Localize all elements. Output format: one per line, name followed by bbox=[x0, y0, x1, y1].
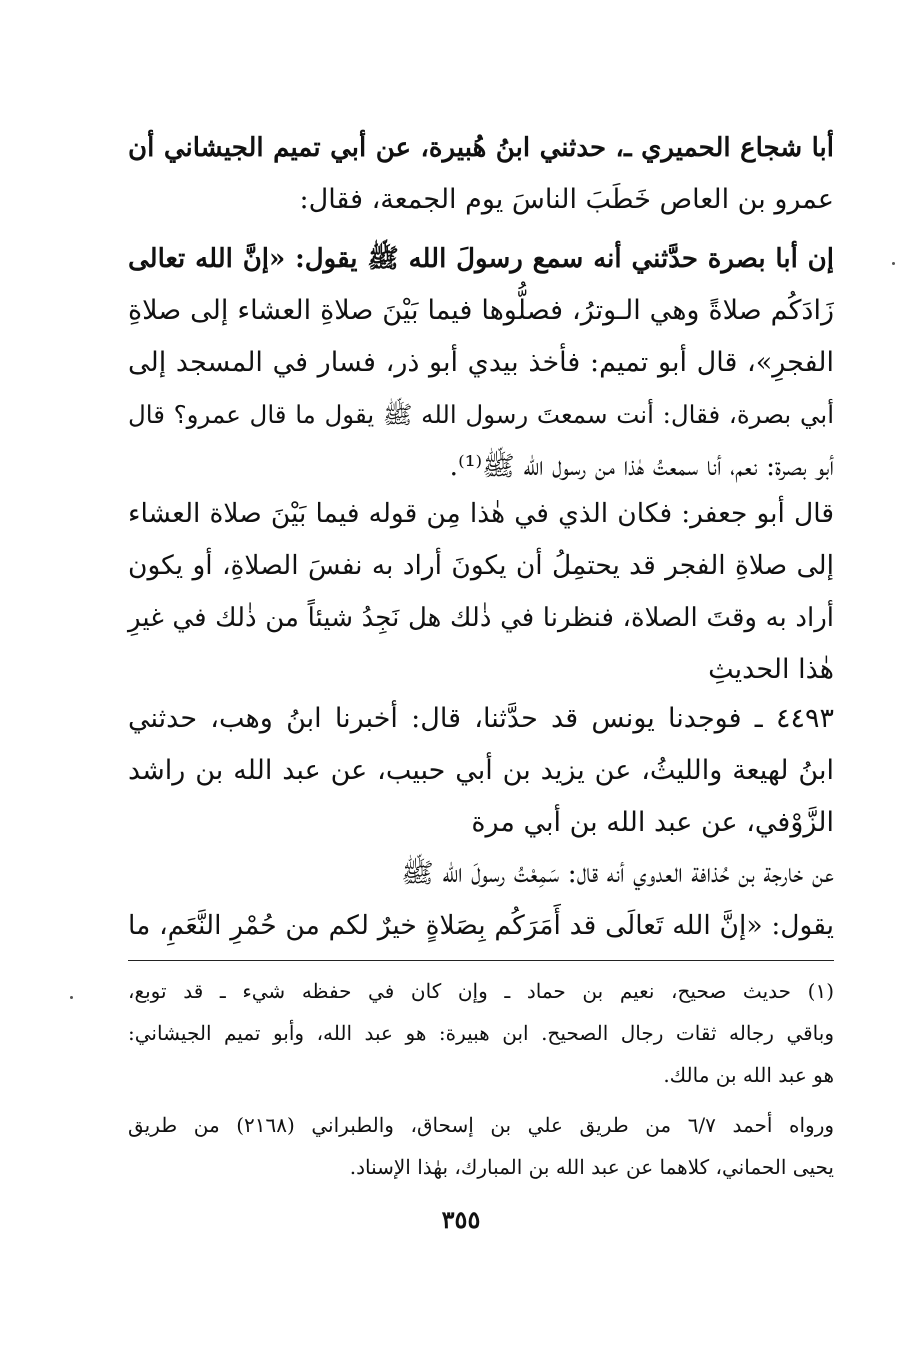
text-line: قال أبو جعفر: فكان الذي في هٰذا مِن قوله فيما بَيْنَ صلاة العشاء bbox=[128, 498, 834, 529]
footnote-line: ورواه أحمد ٦/٧ من طريق علي بن إسحاق، والطبراني (٢١٦٨) من طريق bbox=[128, 1113, 835, 1137]
scan-mark bbox=[70, 996, 73, 999]
text-line: أبي بصرة، فقال: أنت سمعتَ رسول الله ﷺ يقول ما قال عمرو؟ قال bbox=[128, 400, 834, 429]
paragraph-2 bbox=[128, 233, 834, 493]
paragraph-3 bbox=[128, 488, 834, 696]
hadith-4493 bbox=[128, 693, 834, 849]
footnote-1 bbox=[128, 970, 834, 1096]
footnote-line: هو عبد الله بن مالك. bbox=[663, 1063, 834, 1087]
text-line: إلى صلاةِ الفجر قد يحتمِلُ أن يكونَ أراد به نفسَ الصلاةِ، أو يكون bbox=[128, 550, 834, 581]
text-line: الزَّوْفي، عن عبد الله بن أبي مرة bbox=[471, 807, 834, 838]
footnote-line: (١) حديث صحيح، نعيم بن حماد ـ وإن كان في حفظه شيء ـ قد توبع، bbox=[128, 979, 834, 1003]
scan-mark bbox=[892, 262, 895, 265]
text-line: عمرو بن العاص خَطَبَ الناسَ يوم الجمعة، فقال: bbox=[299, 184, 834, 215]
footnote-2 bbox=[128, 1104, 834, 1188]
text-line: أبو بصرة: نعم، أنا سمعتُ هٰذا من رسول الله ﷺ⁽¹⁾. bbox=[449, 451, 834, 482]
text-line: عن خارجة بن حُذافة العدوي أنه قال: سَمِعْتُ رسولَ الله ﷺ bbox=[401, 858, 834, 889]
text-line: أبا شجاع الحميري ـ، حدثني ابنُ هُبيرة، عن أبي تميم الجيشاني أن bbox=[128, 133, 834, 163]
page-number: ٣٥٥ bbox=[441, 1205, 481, 1234]
text-line: الفجرِ»، قال أبو تميم: فأخذ بيدي أبو ذر، فسار في المسجد إلى bbox=[128, 347, 834, 378]
paragraph-1 bbox=[128, 122, 834, 226]
text-line: زَادَكُم صلاةً وهي الـوترُ، فصلُّوها فيما بَيْنَ صلاةِ العشاء إلى صلاةِ bbox=[128, 295, 834, 326]
paragraph-5 bbox=[128, 848, 834, 952]
text-line: يقول: «إنَّ الله تَعالَى قد أَمَرَكُم بِصَلاةٍ خيرٌ لكم من حُمْرِ النَّعَمِ، ما bbox=[128, 910, 834, 941]
text-line: إن أبا بصرة حدَّثني أنه سمع رسولَ الله ﷺ يقول: «إنَّ الله تعالى bbox=[128, 244, 834, 274]
text-line: ٤٤٩٣ ـ فوجدنا يونس قد حدَّثنا، قال: أخبرنا ابنُ وهب، حدثني bbox=[128, 703, 834, 734]
footnote-separator bbox=[128, 960, 834, 961]
text-line: ابنُ لهيعة والليثُ، عن يزيد بن أبي حبيب، عن عبد الله بن راشد bbox=[128, 755, 834, 786]
text-line: هٰذا الحديثِ bbox=[708, 654, 834, 685]
footnote-line: وباقي رجاله ثقات رجال الصحيح. ابن هبيرة: هو عبد الله، وأبو تميم الجيشاني: bbox=[128, 1021, 834, 1045]
text-line: أراد به وقتَ الصلاة، فنظرنا في ذٰلك هل نَجِدُ شيئاً من ذٰلك في غيرِ bbox=[128, 603, 834, 633]
footnote-line: يحيى الحماني، كلاهما عن عبد الله بن المبارك، بهٰذا الإسناد. bbox=[349, 1155, 834, 1179]
